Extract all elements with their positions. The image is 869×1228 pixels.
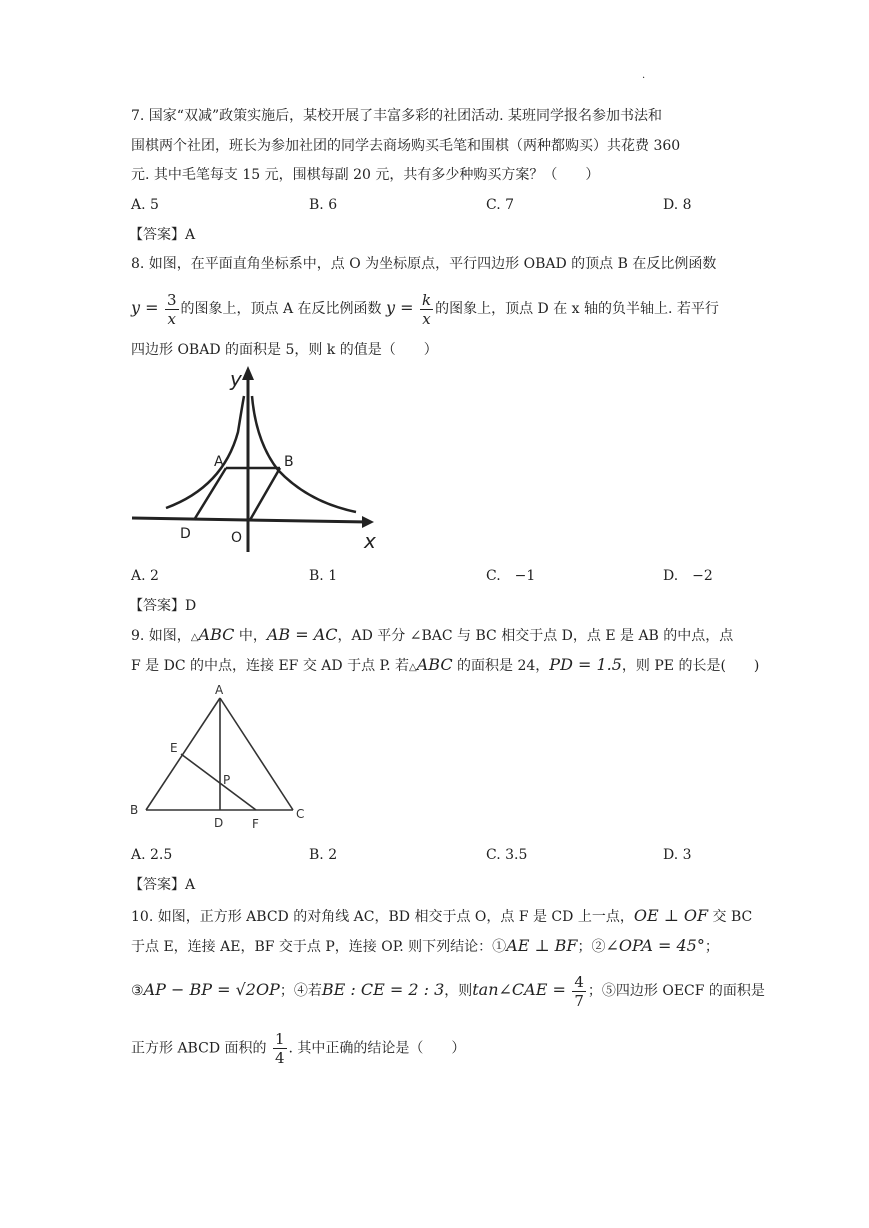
q9-option-b: B. 2 <box>309 847 338 863</box>
q9-label-e: E <box>170 741 178 755</box>
q8-y-arrow <box>242 366 254 380</box>
q9-figure <box>128 682 318 832</box>
q9-triangle-symbol-2: △ <box>409 662 417 673</box>
q9-line-2-e: ，则 PE 的长是( ) <box>621 658 760 674</box>
q10-line-1-c: 交 BC <box>708 909 753 925</box>
q10-line-3-e: ，则 <box>444 983 473 999</box>
q8-right-hyperbola <box>252 396 356 512</box>
q9-side-ac <box>220 698 293 810</box>
q10-fraction-1-over-4 <box>273 1030 287 1067</box>
q9-option-c: C. 3.5 <box>486 847 528 863</box>
q7-option-a: A. 5 <box>131 197 159 213</box>
q10-line-2-c: ；② <box>577 939 606 955</box>
q8-label-y: y <box>230 367 242 391</box>
q10-fraction-4-over-7 <box>572 973 586 1010</box>
q8-f2-denominator: x <box>422 309 431 328</box>
q8-option-c: C. −1 <box>486 568 536 584</box>
q10-line-2 <box>131 935 719 958</box>
q9-line-1-c: 中， <box>234 628 267 644</box>
q7-line-1: 7. 国家“双减”政策实施后，某校开展了丰富多彩的社团活动. 某班同学报名参加书法和 <box>131 108 663 124</box>
q9-abc-2: ABC <box>416 655 453 674</box>
q10-line-4-b: . 其中正确的结论是（ ） <box>288 1040 466 1057</box>
q9-ab-eq-ac: AB = AC <box>266 625 338 644</box>
q8-label-d: D <box>180 526 191 542</box>
q8-line-3: 四边形 OBAD 的面积是 5，则 k 的值是（ ） <box>131 342 438 358</box>
q8-label-o: O <box>231 530 243 546</box>
q10-f4-denominator: 4 <box>274 1049 285 1067</box>
q10-f3-numerator: 4 <box>574 972 584 991</box>
q8-y-equals: y = <box>131 298 159 317</box>
q8-segment-ob <box>250 468 280 520</box>
q8-line-2-mid: 的图象上，顶点 A 在反比例函数 <box>180 301 382 317</box>
q8-figure <box>128 362 388 562</box>
q9-option-a: A. 2.5 <box>131 847 173 863</box>
q9-line-2-c: 的面积是 24， <box>452 658 550 674</box>
q8-option-d: D. −2 <box>663 568 713 584</box>
q10-line-2-a: 于点 E，连接 AE，BF 交于点 P，连接 OP. 则下列结论：① <box>131 939 507 955</box>
q8-option-a: A. 2 <box>131 568 159 584</box>
q10-line-3-a: ③ <box>131 983 144 999</box>
q8-line-2-tail: 的图象上，顶点 D 在 x 轴的负半轴上. 若平行 <box>435 301 719 317</box>
q10-oe-perp-of: OE ⊥ OF <box>633 906 709 925</box>
q7-option-d: D. 8 <box>663 197 692 213</box>
q9-label-c: C <box>296 807 305 821</box>
q10-line-2-e: ； <box>704 939 719 955</box>
q8-option-b: B. 1 <box>309 568 338 584</box>
q9-answer: 【答案】A <box>129 877 196 893</box>
q9-label-f: F <box>252 817 259 831</box>
q10-f3-denominator: 7 <box>574 991 584 1010</box>
q10-ap-minus-bp: AP − BP = √2OP <box>143 980 280 999</box>
q9-line-2 <box>131 654 759 679</box>
q8-f2-numerator: k <box>421 290 432 309</box>
q8-fraction-k-over-x <box>420 291 433 328</box>
q8-line-1: 8. 如图，在平面直角坐标系中，点 O 为坐标原点，平行四边形 OBAD 的顶点 B 在反比例函数 <box>131 256 717 272</box>
q10-f4-numerator: 1 <box>274 1030 285 1048</box>
q9-line-1 <box>131 624 733 649</box>
q10-angle-opa: ∠OPA = 45° <box>605 936 705 955</box>
q9-line-2-a: F 是 DC 的中点，连接 EF 交 AD 于点 P. 若 <box>131 658 410 674</box>
q8-fraction-3-over-x <box>165 291 179 328</box>
q9-label-d: D <box>214 816 224 830</box>
q7-line-3: 元. 其中毛笔每支 15 元，围棋每副 20 元，共有多少种购买方案？（ ） <box>131 167 600 183</box>
q9-side-ab <box>146 698 220 810</box>
q9-line-1-a: 9. 如图， <box>131 628 191 644</box>
q9-segment-ef <box>181 754 256 810</box>
q10-line-3-c: ；④若 <box>279 983 322 999</box>
q10-be-ce-ratio: BE : CE = 2 : 3 <box>321 980 445 999</box>
q10-ae-perp-bf: AE ⊥ BF <box>506 936 578 955</box>
q8-x-arrow <box>362 516 374 528</box>
q7-option-c: C. 7 <box>486 197 515 213</box>
q10-line-3-g: ；⑤四边形 OECF 的面积是 <box>587 983 765 999</box>
q10-line-1 <box>131 905 752 928</box>
q8-left-hyperbola <box>166 396 244 508</box>
q8-f1-denominator: x <box>167 309 176 328</box>
q8-line-2 <box>131 290 719 328</box>
q8-f1-numerator: 3 <box>166 290 177 309</box>
q9-option-d: D. 3 <box>663 847 692 863</box>
q9-label-b: B <box>130 803 139 817</box>
q9-label-a: A <box>215 683 224 697</box>
q8-label-x: x <box>364 529 376 553</box>
q10-line-4-a: 正方形 ABCD 面积的 <box>131 1040 267 1057</box>
q7-option-b: B. 6 <box>309 197 338 213</box>
q9-label-p: P <box>223 773 231 787</box>
q10-tan-cae: tan∠CAE = <box>472 980 566 999</box>
q8-y-equals-2: y = <box>386 298 414 317</box>
q9-pd-value: PD = 1.5 <box>549 655 622 674</box>
q8-segment-ad <box>194 468 226 520</box>
q9-triangle-symbol-1: △ <box>190 632 199 643</box>
q10-line-4 <box>131 1030 465 1067</box>
q10-line-1-a: 10. 如图，正方形 ABCD 的对角线 AC，BD 相交于点 O，点 F 是 CD 上一点， <box>131 909 634 925</box>
q8-label-a: A <box>214 454 224 470</box>
q9-abc-1: ABC <box>198 625 235 644</box>
q8-label-b: B <box>284 454 294 470</box>
q10-line-3 <box>131 972 765 1010</box>
q7-answer: 【答案】A <box>129 227 196 243</box>
q7-line-2: 围棋两个社团，班长为参加社团的同学去商场购买毛笔和围棋（两种都购买）共花费 360 <box>131 138 681 154</box>
q9-line-1-e: ，AD 平分 ∠BAC 与 BC 相交于点 D，点 E 是 AB 的中点，点 <box>337 628 734 644</box>
header-dot: . <box>642 70 646 81</box>
q8-answer: 【答案】D <box>129 598 197 614</box>
